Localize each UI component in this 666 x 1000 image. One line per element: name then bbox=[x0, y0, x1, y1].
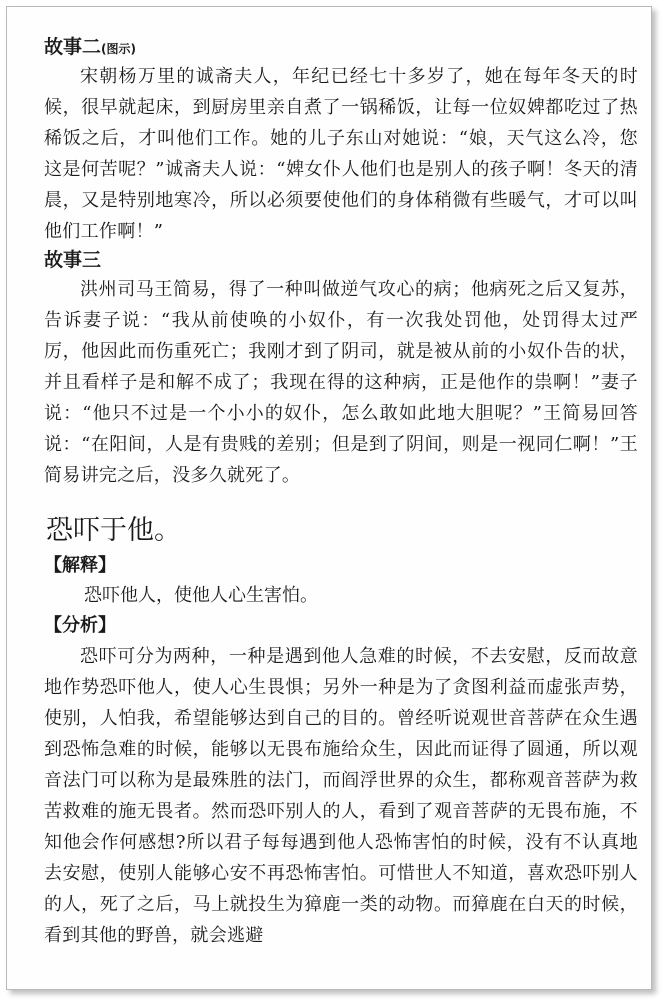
page-content bbox=[44, 34, 638, 951]
story-two-note: (图示) bbox=[101, 42, 136, 56]
analysis-paragraph: 恐吓可分为两种，一种是遇到他人急难的时候，不去安慰，反而故意地作势恐吓他人，使人心生畏惧；另外一种是为了贪图利益而虚张声势，使别，人怕我，希望能够达到自己的目的。曾经听说观世音菩萨在众生遇到恐怖急难的时候，能够以无畏布施给众生，因此而证得了圆通，所以观音法门可以称为是最殊胜的法门，而阎浮世界的众生，都称观音菩萨为救苦救难的施无畏者。然而恐吓别人的人，看到了观音菩萨的无畏布施，不知他会作何感想?所以君子每每遇到他人恐怖害怕的时候，没有不认真地去安慰，使别人能够心安不再恐怖害怕。可惜世人不知道，喜欢恐吓别人的人，死了之后，马上就投生为獐鹿一类的动物。而獐鹿在白天的时候，看到其他的野兽，就会逃避 bbox=[44, 646, 638, 946]
analysis-label: 【分析】 bbox=[44, 615, 116, 636]
section-title: 恐吓于他。 bbox=[46, 515, 181, 546]
story-three-heading: 故事三 bbox=[44, 249, 102, 271]
explanation-label: 【解释】 bbox=[44, 555, 116, 576]
story-two-title: 故事二 bbox=[44, 36, 102, 58]
story-three-paragraph: 洪州司马王简易，得了一种叫做逆气攻心的病；他病死之后又复苏，告诉妻子说：“我从前使唤的小奴仆，有一次我处罚他，处罚得太过严厉，他因此而伤重死亡；我刚才到了阴司，就是被从前的小奴仆告的状，并且看样子是和解不成了；我现在得的这种病，正是他作的祟啊！”妻子说：“他只不过是一个小小的奴仆，怎么敢如此地大胆呢？”王简易回答说：“在阳间，人是有贵贱的差别；但是到了阴间，则是一视同仁啊！”王简易讲完之后，没多久就死了。 bbox=[44, 279, 638, 486]
explanation-text: 恐吓他人，使他人心生害怕。 bbox=[84, 585, 318, 606]
story-two-paragraph: 宋朝杨万里的诚斋夫人，年纪已经七十多岁了，她在每年冬天的时候，很早就起床，到厨房里亲自煮了一锅稀饭，让每一位奴婢都吃过了热稀饭之后，才叫他们工作。她的儿子东山对她说：“娘，天气这么冷，您这是何苦呢？”诚斋夫人说：“婢女仆人他们也是别人的孩子啊！冬天的清晨，又是特别地寒冷，所以必须要使他们的身体稍微有些暖气，才可以叫他们工作啊！” bbox=[44, 66, 638, 242]
story-two-heading bbox=[44, 34, 638, 61]
